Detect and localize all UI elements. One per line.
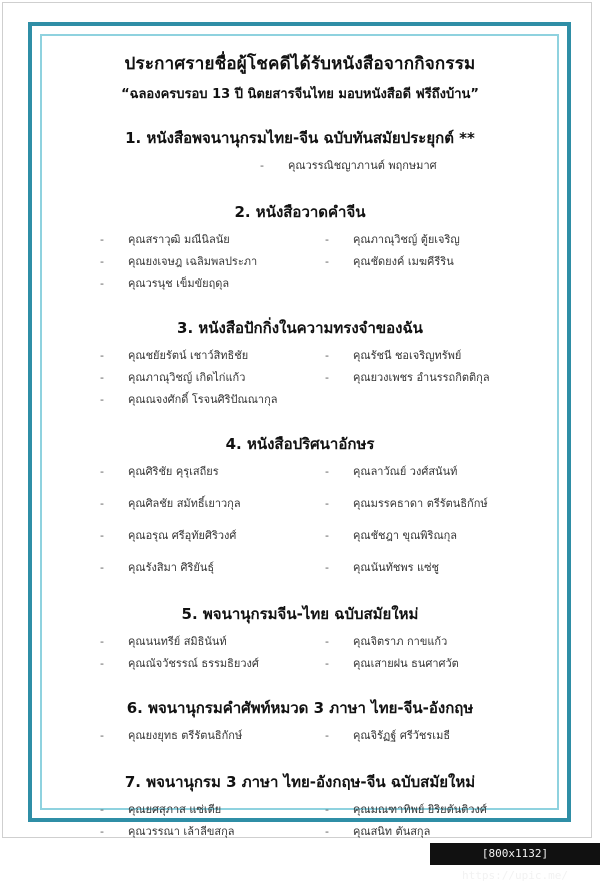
winner-name: - คุณณจงศักดิ์ โรจนศิริปัณณากุล bbox=[100, 393, 278, 406]
winner-name: - คุณศิลชัย สมัทธิ์เยาวกุล bbox=[100, 497, 241, 510]
winner-name: - คุณมรรคธาดา ตรีรัตนธิกักษ์ bbox=[325, 497, 488, 510]
announcement-title: ประกาศรายชื่อผู้โชคดีได้รับหนังสือจากกิจกรรม bbox=[124, 54, 476, 74]
section-heading: 3. หนังสือปักกิ่งในความทรงจำของฉัน bbox=[177, 319, 423, 337]
winner-name: - คุณชัดยงค์ เมฆคีรีริน bbox=[325, 255, 454, 268]
winner-name: - คุณวรรณา เล้าลีขสกุล bbox=[100, 825, 235, 838]
winner-name: - คุณยงยุทธ ตรีรัตนธิกักษ์ bbox=[100, 729, 243, 742]
winner-name: - คุณภาณุวิชญ์ ตู้ยเจริญ bbox=[325, 233, 460, 246]
winner-list bbox=[45, 346, 555, 408]
winner-name: - คุณจิรัฏฐ์ ศรีวัชรเมธี bbox=[325, 729, 451, 742]
section-heading: 6. พจนานุกรมคำศัพท์หมวด 3 ภาษา ไทย-จีน-อังกฤษ bbox=[126, 699, 474, 717]
prize-section-5 bbox=[45, 602, 555, 672]
prize-section-2 bbox=[45, 200, 555, 292]
winner-name: - คุณสราวุฒิ มณีนิลนัย bbox=[100, 233, 230, 246]
winner-list bbox=[45, 230, 555, 292]
winner-name: - คุณวรรณิชญาภานต์ พฤกษมาศ bbox=[260, 159, 437, 172]
winner-name: - คุณณัจวัชรรณ์ ธรรมธิยวงศ์ bbox=[100, 657, 259, 670]
winner-name: - คุณจิตราภ กาขแก้ว bbox=[325, 635, 448, 648]
winner-list bbox=[45, 726, 555, 744]
prize-section-4 bbox=[45, 432, 555, 576]
winner-name: - คุณรังสิมา ศิริยันธุ์ bbox=[100, 561, 215, 574]
image-host-watermark: [800x1132] https://upic.me/ bbox=[430, 843, 600, 865]
winner-name: - คุณนันทัชพร แซ่ชู bbox=[325, 561, 439, 574]
prize-section-1 bbox=[45, 126, 555, 174]
section-heading: 5. พจนานุกรมจีน-ไทย ฉบับสมัยใหม่ bbox=[181, 605, 419, 623]
section-heading: 1. หนังสือพจนานุกรมไทย-จีน ฉบับทันสมัยประยุกต์ ** bbox=[125, 129, 475, 147]
winner-list bbox=[45, 800, 555, 840]
section-heading: 2. หนังสือวาดคำจีน bbox=[234, 203, 366, 221]
winner-list bbox=[45, 632, 555, 672]
winner-name: - คุณมณฑาทิพย์ ยิริยตันติวงศ์ bbox=[325, 803, 487, 816]
winner-name: - คุณรัชนี ชอเจริญทรัพย์ bbox=[325, 349, 462, 362]
winner-list bbox=[45, 156, 555, 174]
winner-name: - คุณเสายฝน ธนศาศวัต bbox=[325, 657, 459, 670]
winner-name: - คุณนนทรีย์ สมิธินันท์ bbox=[100, 635, 227, 648]
prize-section-3 bbox=[45, 316, 555, 408]
winner-name: - คุณสนิท ตันสกุล bbox=[325, 825, 431, 838]
section-heading: 7. พจนานุกรม 3 ภาษา ไทย-อังกฤษ-จีน ฉบับสมัยใหม่ bbox=[124, 773, 476, 791]
winner-name: - คุณศิริชัย คุรุเสถียร bbox=[100, 465, 219, 478]
winner-name: - คุณยวงเพชร อำนรรถกิตติกุล bbox=[325, 371, 490, 384]
winner-name: - คุณอรุณ ศรีอุทัยศิริวงศ์ bbox=[100, 529, 237, 542]
winner-name: - คุณลาวัณย์ วงศ์สนันท์ bbox=[325, 465, 458, 478]
prize-section-7 bbox=[45, 770, 555, 840]
winner-name: - คุณยงเจษฎ เฉลิมพลประภา bbox=[100, 255, 258, 268]
winner-name: - คุณวรนุช เข็มขัยฤดุล bbox=[100, 277, 230, 290]
winner-name: - คุณชยัยรัตน์ เชาว์สิทธิชัย bbox=[100, 349, 249, 362]
section-heading: 4. หนังสือปริศนาอักษร bbox=[225, 435, 375, 453]
announcement-subtitle: “ฉลองครบรอบ 13 ปี นิตยสารจีนไทย มอบหนังสือดี ฟรีถึงบ้าน” bbox=[121, 87, 479, 102]
prize-section-6 bbox=[45, 696, 555, 744]
winner-name: - คุณชัชฎา ขุณพิริณกุล bbox=[325, 529, 458, 542]
winner-name: - คุณยศสุภาส แซ่เตีย bbox=[100, 803, 222, 816]
announcement-content bbox=[45, 50, 555, 840]
winner-name: - คุณภาณุวิชญ์ เกิดไก่แก้ว bbox=[100, 371, 246, 384]
winner-list bbox=[45, 462, 555, 576]
